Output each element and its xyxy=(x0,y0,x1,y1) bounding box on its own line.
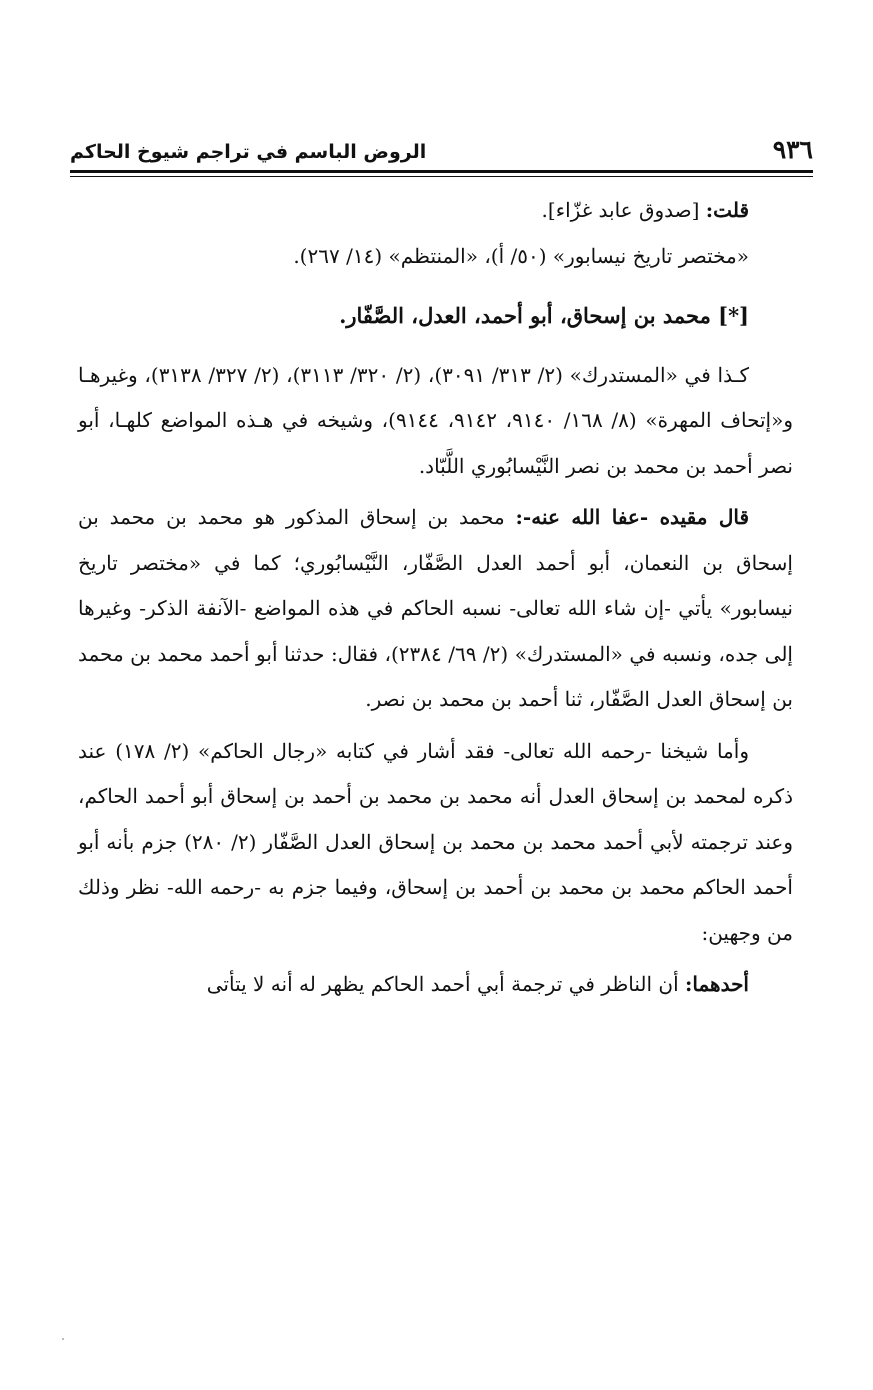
first-reason-text: أن الناظر في ترجمة أبي أحمد الحاكم يظهر له أنه لا يتأتى xyxy=(206,972,685,996)
verdict-text: [صدوق عابد غزّاء]. xyxy=(541,198,706,222)
running-title: الروض الباسم في تراجم شيوخ الحاكم xyxy=(70,141,427,163)
page-header xyxy=(70,122,813,162)
paragraph-verdict xyxy=(78,188,793,234)
paragraph-author-note xyxy=(78,495,793,723)
first-reason-label: أحدهما: xyxy=(684,972,749,996)
body-text xyxy=(78,188,793,1008)
paragraph-shaykh: وأما شيخنا -رحمه الله تعالى- فقد أشار في كتابه «رجال الحاكم» (٢/ ١٧٨) عند ذكره لمحمد بن إسحاق العدل أنه محمد بن محمد بن أحمد بن إسحاق أبو أحمد الحاكم، وعند ترجمته لأبي أحمد محمد بن محمد بن إسحاق العدل الصَّفّار (٢/ ٢٨٠) جزم بأنه أبو أحمد الحاكم محمد بن محمد بن أحمد بن إسحاق، وفيما جزم به -رحمه الله- نظر وذلك من وجهين: xyxy=(78,738,793,945)
author-note-label: قال مقيده -عفا الله عنه-: xyxy=(515,505,749,529)
entry-title: [*] محمد بن إسحاق، أبو أحمد، العدل، الصَّفّار. xyxy=(339,303,749,328)
page-number: ٩٣٦ xyxy=(772,135,813,164)
author-note-text: محمد بن إسحاق المذكور هو محمد بن محمد بن إسحاق بن النعمان، أبو أحمد العدل الصَّفّار، النَّيْسابُوري؛ كما في «مختصر تاريخ نيسابور» يأتي -إن شاء الله تعالى- نسبه الحاكم في هذه المواضع -الآنفة الذكر- وغيرها إلى جده، ونسبه في «المستدرك» (٢/ ٦٩/ ٢٣٨٤)، فقال: حدثنا أبو أحمد محمد بن محمد بن إسحاق العدل الصَّفّار، ثنا أحمد بن محمد بن نصر. xyxy=(78,505,793,711)
header-rule-thin xyxy=(70,176,813,177)
paragraph-sources: «مختصر تاريخ نيسابور» (٥٠/ أ)، «المنتظم» (١٤/ ٢٦٧). xyxy=(293,243,749,268)
paragraph-references: كـذا في «المستدرك» (٢/ ٣١٣/ ٣٠٩١)، (٢/ ٣٢٠/ ٣١١٣)، (٢/ ٣٢٧/ ٣١٣٨)، وغيرهـا و«إتحاف المهرة» (٨/ ١٦٨/ ٩١٤٠، ٩١٤٢، ٩١٤٤)، وشيخه في هـذه المواضع كلهـا، أبو نصر أحمد بن محمد بن نصر النَّيْسابُوري اللَّبّاد. xyxy=(78,362,793,478)
header-rule-thick xyxy=(70,170,813,173)
paragraph-first-reason xyxy=(78,962,793,1008)
page-mark xyxy=(62,1338,64,1340)
verdict-label: قلت: xyxy=(705,198,749,222)
